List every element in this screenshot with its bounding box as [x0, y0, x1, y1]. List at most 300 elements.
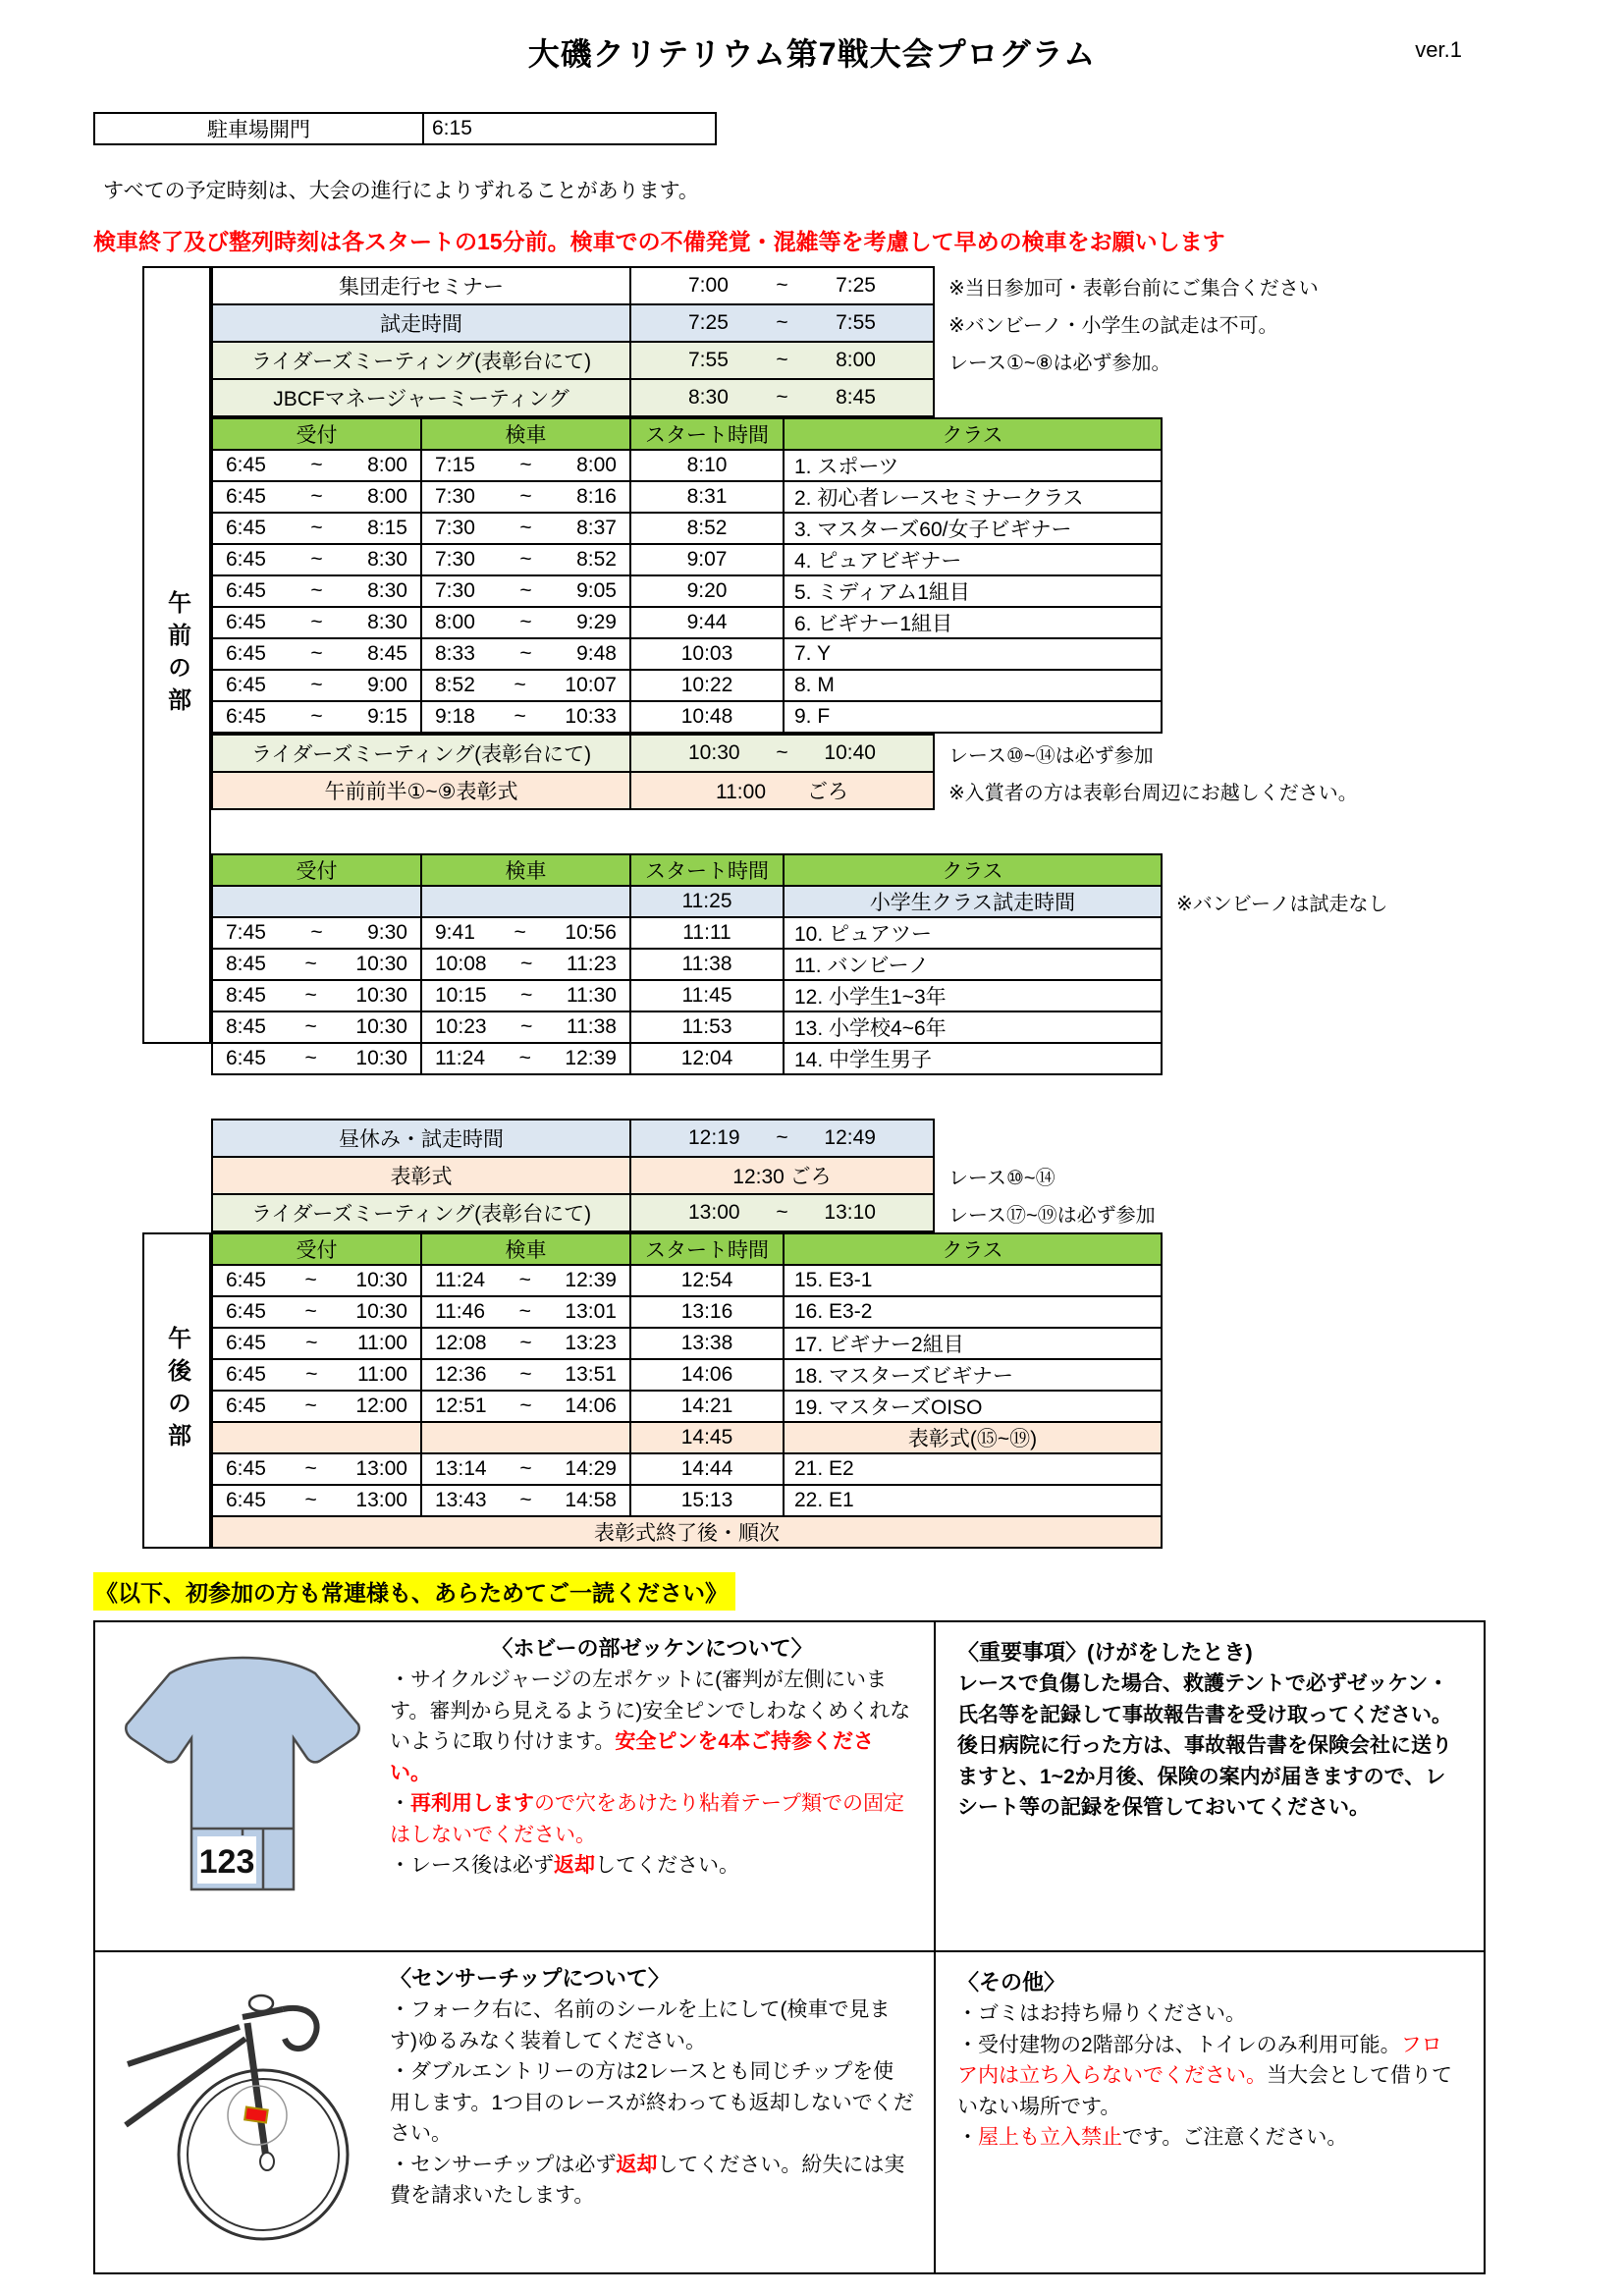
- time-range: [213, 984, 420, 1008]
- race-row: [212, 1043, 1389, 1074]
- parking-label: 駐車場開門: [94, 113, 423, 144]
- column-header-cell: クラス: [784, 854, 1162, 886]
- time-part: ~: [519, 1363, 532, 1386]
- start-time-cell: 15:13: [630, 1485, 784, 1516]
- time-part: ~: [305, 1363, 318, 1386]
- bib-para: [390, 1788, 914, 1850]
- race-row: [212, 980, 1389, 1011]
- time-range: [422, 517, 629, 540]
- schedule-row: [212, 1157, 1156, 1194]
- time-part: ~: [304, 984, 317, 1007]
- row-note-cell: [1162, 1453, 1177, 1485]
- event-time-cell: [630, 342, 934, 379]
- race-table-header-row: [212, 418, 1177, 450]
- title-bar: [0, 0, 1624, 75]
- time-part: 10:15: [435, 984, 487, 1007]
- afternoon-section: [142, 1232, 1624, 1549]
- bib-para: [390, 1665, 914, 1788]
- header-note-cell: [1162, 418, 1177, 450]
- inspection-time-cell: [421, 513, 630, 544]
- inspection-time-cell: [421, 1296, 630, 1328]
- time-range: [422, 642, 629, 666]
- text-segment: 当大会として借りていない場所です。: [957, 2064, 1452, 2118]
- column-header-cell: スタート時間: [630, 418, 784, 450]
- column-header-cell: 受付: [212, 418, 421, 450]
- class-name-cell: 19. マスターズOISO: [784, 1391, 1162, 1422]
- parking-row: [94, 113, 716, 144]
- spacer: [0, 1075, 1624, 1119]
- bib-para: [390, 1850, 914, 1882]
- time-range: [213, 705, 420, 729]
- time-part: 9:05: [576, 579, 617, 602]
- time-range: [213, 1015, 420, 1039]
- reception-time-cell: [212, 886, 421, 917]
- important-para: [957, 1730, 1462, 1824]
- class-name-cell: 4. ピュアビギナー: [784, 544, 1162, 575]
- time-part: ~: [518, 1300, 531, 1323]
- time-part: 11:23: [566, 953, 617, 975]
- event-note: レース⑩~⑭: [934, 1157, 1156, 1194]
- time-part: 12:00: [355, 1394, 407, 1417]
- race-row: [212, 638, 1177, 670]
- event-label-cell: ライダーズミーティング(表彰台にて): [212, 342, 630, 379]
- time-part: 6:45: [226, 548, 266, 571]
- time-part: 9:29: [576, 611, 617, 633]
- time-range: [213, 1047, 420, 1070]
- time-part: ~: [310, 642, 323, 665]
- time-part: 12:36: [435, 1363, 487, 1386]
- time-part: ~: [310, 485, 323, 508]
- class-name-cell: 6. ビギナー1組目: [784, 607, 1162, 638]
- bib-number-text: 123: [198, 1843, 255, 1881]
- race-row: [212, 481, 1177, 513]
- time-part: 10:30: [355, 984, 407, 1007]
- race-row: [212, 575, 1177, 607]
- time-range: [631, 741, 933, 765]
- time-part: ~: [310, 454, 323, 476]
- time-part: 9:18: [435, 705, 475, 728]
- text-segment: レースで負傷した場合、救護テントで必ずゼッケン・氏名等を記録して事故報告書を受け取ってください。: [957, 1672, 1452, 1726]
- schedule-row: [212, 1194, 1156, 1231]
- text-segment: 再利用します: [410, 1792, 534, 1815]
- class-name-cell: 12. 小学生1~3年: [784, 980, 1162, 1011]
- row-note-cell: [1162, 544, 1177, 575]
- time-part: 13:01: [565, 1300, 617, 1323]
- time-range: [213, 674, 420, 697]
- race-table-header-row: [212, 1233, 1177, 1265]
- time-range: [213, 454, 420, 477]
- class-name-cell: 10. ピュアツー: [784, 917, 1162, 949]
- inspection-time-cell: [421, 917, 630, 949]
- time-part: 6:45: [226, 485, 266, 508]
- text-segment: ・サイクルジャージの左ポケットに(審判が左側にいます。審判から見えるように)安全ピンでしわなくめくれないように取り付けます。: [390, 1668, 911, 1753]
- reception-time-cell: [212, 1485, 421, 1516]
- inspection-time-cell: [421, 1422, 630, 1453]
- time-part: 8:45: [367, 642, 407, 665]
- race-row: [212, 1296, 1177, 1328]
- event-time-cell: [630, 267, 934, 304]
- class-name-cell: 7. Y: [784, 638, 1162, 670]
- start-time-cell: 12:04: [630, 1043, 784, 1074]
- event-note: レース⑩~⑭は必ず参加: [934, 735, 1358, 772]
- important-para: [957, 1668, 1462, 1730]
- inspection-time-cell: [421, 607, 630, 638]
- time-part: 10:33: [565, 705, 617, 728]
- inspection-time-cell: [421, 670, 630, 701]
- time-part: 6:45: [226, 642, 266, 665]
- sensor-para: [390, 1995, 914, 2056]
- time-range: [213, 1394, 420, 1418]
- inspection-time-cell: [421, 886, 630, 917]
- time-part: 6:45: [226, 611, 266, 633]
- time-range: [422, 1015, 629, 1039]
- time-part: 12:39: [565, 1269, 617, 1291]
- time-part: 11:46: [435, 1300, 485, 1323]
- reception-time-cell: [212, 1422, 421, 1453]
- time-part: 12:08: [435, 1332, 487, 1354]
- reception-time-cell: [212, 450, 421, 481]
- row-note-cell: [1162, 701, 1177, 733]
- start-time-cell: 10:22: [630, 670, 784, 701]
- column-header-cell: 受付: [212, 1233, 421, 1265]
- time-part: ~: [520, 984, 533, 1007]
- start-time-cell: 10:03: [630, 638, 784, 670]
- text-segment: ・: [957, 2126, 978, 2149]
- time-range: [631, 349, 933, 372]
- row-note-cell: [1162, 1485, 1177, 1516]
- afternoon-race-table: [211, 1232, 1178, 1549]
- race-row: [212, 513, 1177, 544]
- time-part: 8:45: [836, 386, 876, 409]
- jersey-illustration: [95, 1622, 390, 1950]
- time-range: [422, 579, 629, 603]
- time-part: 10:30: [355, 953, 407, 975]
- page-title: 大磯クリテリウム第7戦大会プログラム: [527, 36, 1097, 72]
- class-name-cell: 3. マスターズ60/女子ビギナー: [784, 513, 1162, 544]
- time-range: [422, 674, 629, 697]
- text-segment: してください。: [594, 1854, 739, 1877]
- inspection-time-cell: [421, 1453, 630, 1485]
- race-row: [212, 1516, 1177, 1548]
- time-part: 10:07: [565, 674, 617, 696]
- time-part: ~: [519, 1489, 532, 1511]
- reception-time-cell: [212, 670, 421, 701]
- text-segment: ・フォーク右に、名前のシールを上にして(検車で見ます)ゆるみなく装着してください。: [390, 1998, 891, 2052]
- time-part: ~: [519, 454, 532, 476]
- sensor-heading: 〈センサーチップについて〉: [390, 1966, 670, 1991]
- afternoon-pre-section: [142, 1119, 1624, 1232]
- time-part: 6:45: [226, 674, 266, 696]
- race-row: [212, 1359, 1177, 1391]
- time-part: 9:15: [367, 705, 407, 728]
- time-range: [213, 548, 420, 572]
- spacer: [211, 810, 1624, 853]
- inspection-time-cell: [421, 1359, 630, 1391]
- row-note-cell: [1162, 1265, 1177, 1296]
- race-row: [212, 1265, 1177, 1296]
- event-label-cell: 表彰式: [212, 1157, 630, 1194]
- reception-time-cell: [212, 701, 421, 733]
- time-range: [422, 485, 629, 509]
- reception-time-cell: [212, 607, 421, 638]
- time-range: [631, 1201, 933, 1225]
- class-name-cell: 9. F: [784, 701, 1162, 733]
- read-notice-wrap: [93, 1572, 1624, 1611]
- time-part: 11:24: [435, 1047, 485, 1069]
- time-part: 12:51: [435, 1394, 487, 1417]
- time-range: [213, 1489, 420, 1512]
- start-time-cell: 9:20: [630, 575, 784, 607]
- inspection-time-cell: [421, 544, 630, 575]
- time-range: [631, 274, 933, 298]
- time-part: 11:00: [356, 1332, 407, 1354]
- schedule-row: [212, 1120, 1156, 1157]
- row-note-cell: [1162, 1043, 1389, 1074]
- time-part: 7:55: [688, 349, 729, 371]
- time-part: 7:30: [435, 517, 475, 539]
- time-range: [213, 1300, 420, 1324]
- time-range: [422, 1457, 629, 1481]
- row-note-cell: [1162, 638, 1177, 670]
- time-part: 9:41: [435, 921, 475, 944]
- time-part: ~: [304, 1015, 317, 1038]
- row-note-cell: [1162, 1516, 1177, 1548]
- inspection-time-cell: [421, 575, 630, 607]
- start-time-cell: 9:07: [630, 544, 784, 575]
- time-part: 11:00: [356, 1363, 407, 1386]
- inspection-warning: 検車終了及び整列時刻は各スタートの15分前。検車での不備発覚・混雑等を考慮して早めの検車をお願いします: [93, 229, 1225, 254]
- class-name-cell: 1. スポーツ: [784, 450, 1162, 481]
- time-range: [422, 1394, 629, 1418]
- bib-info-cell: [95, 1622, 936, 1952]
- time-part: 6:45: [226, 579, 266, 602]
- time-range: [213, 485, 420, 509]
- event-label-cell: 午前前半①~⑨表彰式: [212, 772, 630, 809]
- class-name-cell: 18. マスターズビギナー: [784, 1359, 1162, 1391]
- start-time-cell: 14:21: [630, 1391, 784, 1422]
- time-range: [422, 921, 629, 945]
- text-segment: 屋上も立入禁止: [978, 2126, 1122, 2149]
- afternoon-section-label: 午後の部: [142, 1232, 211, 1549]
- column-header-cell: スタート時間: [630, 854, 784, 886]
- reception-time-cell: [212, 1011, 421, 1043]
- time-part: ~: [310, 517, 323, 539]
- reception-time-cell: [212, 544, 421, 575]
- event-time-cell: [630, 304, 934, 342]
- time-range: [631, 386, 933, 410]
- event-time-cell: 11:00 ごろ: [630, 772, 934, 809]
- other-para: [957, 2030, 1462, 2123]
- race-row: [212, 1422, 1177, 1453]
- time-part: ~: [310, 548, 323, 571]
- time-part: 6:45: [226, 1332, 266, 1354]
- row-note-cell: [1162, 513, 1177, 544]
- time-part: ~: [310, 921, 323, 944]
- race-row: [212, 1328, 1177, 1359]
- time-range: [422, 1363, 629, 1387]
- reception-time-cell: [212, 481, 421, 513]
- event-time-cell: [630, 1120, 934, 1157]
- event-label-cell: 集団走行セミナー: [212, 267, 630, 304]
- time-part: 13:10: [824, 1201, 876, 1224]
- time-part: 8:00: [576, 454, 617, 476]
- time-part: 8:15: [367, 517, 407, 539]
- reception-time-cell: [212, 1296, 421, 1328]
- time-part: ~: [304, 1489, 317, 1511]
- time-part: 8:30: [367, 548, 407, 571]
- header-note-cell: [1162, 854, 1389, 886]
- text-segment: ・ダブルエントリーの方は2レースとも同じチップを使用します。1つ目のレースが終わっても返却しないでください。: [390, 2060, 914, 2145]
- race-row: [212, 949, 1389, 980]
- time-part: ~: [514, 674, 526, 696]
- time-part: 10:40: [824, 741, 876, 764]
- reception-time-cell: [212, 1453, 421, 1485]
- row-note-cell: [1162, 1422, 1177, 1453]
- start-time-cell: 11:53: [630, 1011, 784, 1043]
- start-time-cell: 14:44: [630, 1453, 784, 1485]
- schedule-change-note: すべての予定時刻は、大会の進行によりずれることがあります。: [103, 180, 699, 202]
- time-part: ~: [304, 1269, 317, 1291]
- inspection-time-cell: [421, 481, 630, 513]
- column-header-cell: 受付: [212, 854, 421, 886]
- important-info-cell: [936, 1622, 1484, 1952]
- time-range: [422, 1332, 629, 1355]
- time-part: 7:25: [688, 311, 729, 334]
- start-time-cell: 8:10: [630, 450, 784, 481]
- class-name-cell: 14. 中学生男子: [784, 1043, 1162, 1074]
- event-note: [934, 1120, 1156, 1157]
- kids-race-table: [211, 853, 1390, 1075]
- class-name-cell: 22. E1: [784, 1485, 1162, 1516]
- time-part: ~: [519, 1394, 532, 1417]
- time-part: 8:30: [367, 579, 407, 602]
- time-part: ~: [310, 674, 323, 696]
- class-name-cell: 表彰式(⑮~⑲): [784, 1422, 1162, 1453]
- race-row: [212, 886, 1389, 917]
- time-part: 10:30: [355, 1015, 407, 1038]
- time-part: 10:30: [355, 1269, 407, 1291]
- time-part: ~: [304, 953, 317, 975]
- race-row: [212, 1485, 1177, 1516]
- time-part: 11:24: [435, 1269, 485, 1291]
- inspection-time-cell: [421, 1391, 630, 1422]
- start-time-cell: 11:11: [630, 917, 784, 949]
- bib-info-text: [390, 1622, 934, 1950]
- event-note: [934, 379, 1320, 416]
- event-note: ※バンビーノ・小学生の試走は不可。: [934, 304, 1320, 342]
- reception-time-cell: [212, 638, 421, 670]
- column-header-cell: 検車: [421, 1233, 630, 1265]
- event-note: ※当日参加可・表彰台前にご集合ください: [934, 267, 1320, 304]
- text-segment: ・受付建物の2階部分は、トイレのみ利用可能。: [957, 2033, 1401, 2056]
- time-part: 8:52: [576, 548, 617, 571]
- time-part: ~: [519, 485, 532, 508]
- event-note: レース①~⑧は必ず参加。: [934, 342, 1320, 379]
- start-time-cell: 9:44: [630, 607, 784, 638]
- time-part: ~: [776, 1126, 788, 1149]
- time-part: 6:45: [226, 1457, 266, 1480]
- race-table-header-row: [212, 854, 1389, 886]
- event-note: ※入賞者の方は表彰台周辺にお越しください。: [934, 772, 1358, 809]
- sensor-info-text: [390, 1952, 934, 2272]
- event-time-cell: 12:30 ごろ: [630, 1157, 934, 1194]
- time-range: [422, 611, 629, 634]
- time-range: [213, 611, 420, 634]
- time-part: ~: [519, 611, 532, 633]
- time-part: 11:30: [566, 984, 617, 1007]
- time-part: 12:19: [688, 1126, 740, 1149]
- morning-pre-schedule-table: [211, 266, 1321, 417]
- time-range: [213, 1457, 420, 1481]
- time-part: ~: [520, 1015, 533, 1038]
- text-segment: ・レース後は必ず: [390, 1854, 554, 1877]
- bike-icon: [114, 1966, 371, 2261]
- event-time-cell: [630, 379, 934, 416]
- time-range: [422, 1047, 629, 1070]
- event-label-cell: 試走時間: [212, 304, 630, 342]
- time-part: 6:45: [226, 1489, 266, 1511]
- other-heading: 〈その他〉: [957, 1970, 1066, 1995]
- other-para: [957, 2122, 1462, 2154]
- afternoon-pre-schedule-table: [211, 1119, 1157, 1232]
- sensor-info-cell: [95, 1952, 936, 2272]
- inspection-time-cell: [421, 1011, 630, 1043]
- morning-section: [142, 266, 1624, 1075]
- time-part: 14:58: [565, 1489, 617, 1511]
- time-part: ~: [520, 953, 533, 975]
- row-note-cell: [1162, 917, 1389, 949]
- reception-time-cell: [212, 1043, 421, 1074]
- time-range: [213, 642, 420, 666]
- header-note-cell: [1162, 1233, 1177, 1265]
- start-time-cell: 14:45: [630, 1422, 784, 1453]
- race-row: [212, 1453, 1177, 1485]
- time-part: 7:30: [435, 485, 475, 508]
- column-header-cell: 検車: [421, 854, 630, 886]
- time-part: ~: [519, 1457, 532, 1480]
- row-note-cell: [1162, 1296, 1177, 1328]
- start-time-cell: 14:06: [630, 1359, 784, 1391]
- inspection-time-cell: [421, 980, 630, 1011]
- time-part: 8:52: [435, 674, 475, 696]
- row-note-cell: [1162, 607, 1177, 638]
- time-part: 7:55: [836, 311, 876, 334]
- time-part: 10:23: [435, 1015, 487, 1038]
- row-note-cell: [1162, 1359, 1177, 1391]
- schedule-row: [212, 379, 1320, 416]
- time-part: 8:00: [367, 454, 407, 476]
- time-part: 8:30: [688, 386, 729, 409]
- row-note-cell: [1162, 481, 1177, 513]
- important-heading: 〈重要事項〉(けがをしたとき): [957, 1640, 1253, 1665]
- class-name-cell: 13. 小学校4~6年: [784, 1011, 1162, 1043]
- class-name-cell: 11. バンビーノ: [784, 949, 1162, 980]
- time-part: ~: [519, 548, 532, 571]
- time-part: 8:33: [435, 642, 475, 665]
- schedule-row: [212, 304, 1320, 342]
- time-part: ~: [304, 1300, 317, 1323]
- time-range: [213, 517, 420, 540]
- parking-time: 6:15: [423, 113, 716, 144]
- start-time-cell: 8:31: [630, 481, 784, 513]
- time-range: [422, 548, 629, 572]
- time-part: 6:45: [226, 517, 266, 539]
- reception-time-cell: [212, 980, 421, 1011]
- start-time-cell: 10:48: [630, 701, 784, 733]
- time-part: 10:30: [355, 1047, 407, 1069]
- parking-gate-table: [93, 112, 717, 145]
- bib-heading: 〈ホビーの部ゼッケンについて〉: [491, 1636, 813, 1661]
